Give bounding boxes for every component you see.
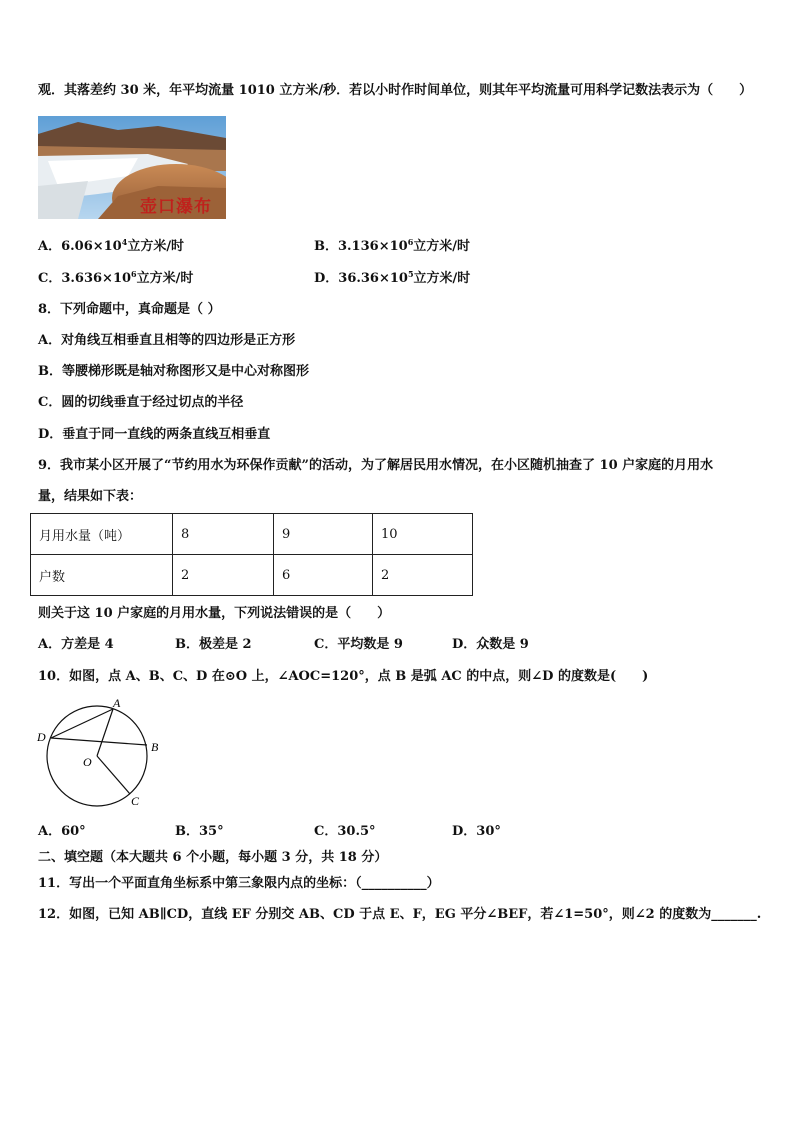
table-row <box>31 514 473 555</box>
q8-option-d: D．垂直于同一直线的两条直线互相垂直 <box>38 427 271 442</box>
table-cell: 9 <box>274 514 373 555</box>
q9-stem-line2: 量，结果如下表： <box>38 489 143 504</box>
q9-question: 则关于这 10 户家庭的月用水量，下列说法错误的是（ ） <box>38 606 391 621</box>
table-cell: 8 <box>173 514 274 555</box>
q12-stem: 12．如图，已知 AB∥CD，直线 EF 分别交 AB、CD 于点 E、F，EG 平分∠BEF，若∠1=50°，则∠2 的度数为_______. <box>38 907 762 922</box>
label-c: C <box>131 794 140 808</box>
chord-da <box>51 709 113 738</box>
q8-option-a: A．对角线互相垂直且相等的四边形是正方形 <box>38 333 296 348</box>
circle-figure <box>34 696 174 816</box>
q7-option-d: D．$36.36\times 10^5$立方米/时 <box>314 269 471 286</box>
table-cell: 月用水量（吨） <box>31 514 173 555</box>
table-cell: 6 <box>274 555 373 596</box>
table-row <box>31 555 473 596</box>
waterfall-photo <box>38 116 226 219</box>
q8-option-b: B．等腰梯形既是轴对称图形又是中心对称图形 <box>38 364 309 379</box>
table-cell: 2 <box>173 555 274 596</box>
q10-stem: 10．如图，点 A、B、C、D 在⊙O 上，∠AOC=120°，点 B 是弧 AC 的中点，则∠D 的度数是( ) <box>38 669 649 684</box>
q7-option-a: A．$6.06\times 10^4$立方米/时 <box>38 237 185 254</box>
q9-option-c: C．平均数是 9 <box>314 637 403 652</box>
q9-option-b: B．极差是 2 <box>175 637 252 652</box>
section-title-fill-blank: 二、填空题（本大题共 6 个小题，每小题 3 分，共 18 分） <box>38 850 388 865</box>
q10-option-b: B．35° <box>175 824 224 839</box>
q7-stem: 观．其落差约 30 米，年平均流量 1010 立方米/秒．若以小时作时间单位，则其年平均流量可用科学记数法表示为（ ） <box>38 83 753 98</box>
label-o: O <box>83 755 92 769</box>
q8-option-c: C．圆的切线垂直于经过切点的半径 <box>38 395 244 410</box>
table-cell: 户数 <box>31 555 173 596</box>
q9-option-d: D．众数是 9 <box>452 637 529 652</box>
label-d: D <box>37 730 46 744</box>
radius-oa <box>97 709 113 756</box>
q11-stem: 11．写出一个平面直角坐标系中第三象限内点的坐标：（__________） <box>38 876 440 891</box>
q7-option-c: C．$3.636\times 10^6$立方米/时 <box>38 269 194 286</box>
q8-stem: 8．下列命题中，真命题是（ ） <box>38 302 221 317</box>
q10-option-d: D．30° <box>452 824 501 839</box>
table-cell: 2 <box>373 555 473 596</box>
chord-db <box>51 738 147 745</box>
q10-option-c: C．30.5° <box>314 824 376 839</box>
q9-option-a: A．方差是 4 <box>38 637 114 652</box>
label-b: B <box>151 740 159 754</box>
q7-option-b: B．$3.136\times 10^6$立方米/时 <box>314 237 471 254</box>
q9-stem-line1: 9．我市某小区开展了“节约用水为环保作贡献”的活动，为了解居民用水情况，在小区随机抽查了 10 户家庭的月用水 <box>38 458 714 473</box>
water-usage-table <box>30 513 473 596</box>
photo-caption: 壶口瀑布 <box>140 197 212 217</box>
radius-oc <box>97 756 130 794</box>
q10-option-a: A．60° <box>38 824 86 839</box>
label-a: A <box>113 696 121 710</box>
table-cell: 10 <box>373 514 473 555</box>
